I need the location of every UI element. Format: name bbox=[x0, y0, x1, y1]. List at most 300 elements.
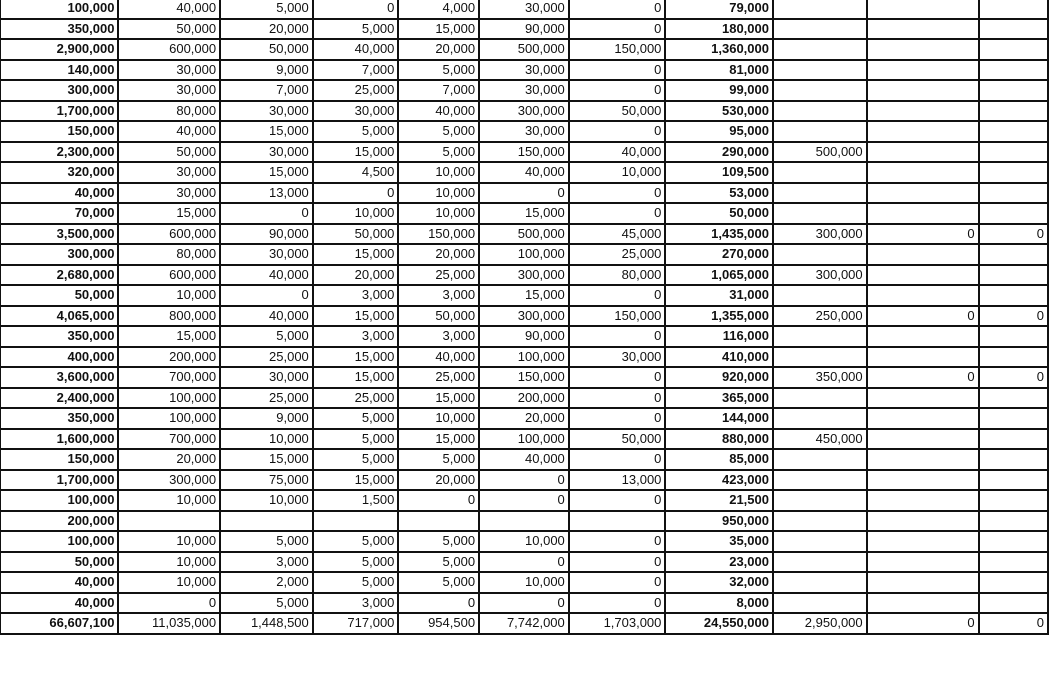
cell-r30-c7[interactable]: 0 bbox=[569, 593, 666, 614]
cell-r2-c3[interactable]: 20,000 bbox=[220, 19, 313, 40]
cell-r15-c2[interactable]: 10,000 bbox=[118, 285, 220, 306]
cell-r8-c11[interactable] bbox=[979, 142, 1048, 163]
cell-r20-c7[interactable]: 0 bbox=[569, 388, 666, 409]
cell-r26-c3[interactable] bbox=[220, 511, 313, 532]
cell-r26-c7[interactable] bbox=[569, 511, 666, 532]
cell-r15-c1[interactable]: 50,000 bbox=[0, 285, 118, 306]
cell-r29-c4[interactable]: 5,000 bbox=[313, 572, 399, 593]
cell-r15-c5[interactable]: 3,000 bbox=[398, 285, 479, 306]
cell-r21-c7[interactable]: 0 bbox=[569, 408, 666, 429]
cell-r28-c2[interactable]: 10,000 bbox=[118, 552, 220, 573]
cell-r15-c6[interactable]: 15,000 bbox=[479, 285, 569, 306]
cell-r16-c5[interactable]: 50,000 bbox=[398, 306, 479, 327]
cell-r14-c6[interactable]: 300,000 bbox=[479, 265, 569, 286]
cell-r16-c10[interactable]: 0 bbox=[867, 306, 979, 327]
cell-r12-c4[interactable]: 50,000 bbox=[313, 224, 399, 245]
cell-r15-c10[interactable] bbox=[867, 285, 979, 306]
cell-r5-c3[interactable]: 7,000 bbox=[220, 80, 313, 101]
cell-r3-c3[interactable]: 50,000 bbox=[220, 39, 313, 60]
cell-r3-c4[interactable]: 40,000 bbox=[313, 39, 399, 60]
cell-r28-c3[interactable]: 3,000 bbox=[220, 552, 313, 573]
cell-r20-c11[interactable] bbox=[979, 388, 1048, 409]
cell-r24-c11[interactable] bbox=[979, 470, 1048, 491]
cell-r24-c6[interactable]: 0 bbox=[479, 470, 569, 491]
cell-r21-c4[interactable]: 5,000 bbox=[313, 408, 399, 429]
cell-r3-c2[interactable]: 600,000 bbox=[118, 39, 220, 60]
cell-r13-c1[interactable]: 300,000 bbox=[0, 244, 118, 265]
cell-r24-c4[interactable]: 15,000 bbox=[313, 470, 399, 491]
cell-r22-c2[interactable]: 700,000 bbox=[118, 429, 220, 450]
cell-r13-c8[interactable]: 270,000 bbox=[665, 244, 773, 265]
cell-r2-c11[interactable] bbox=[979, 19, 1048, 40]
cell-r26-c8[interactable]: 950,000 bbox=[665, 511, 773, 532]
cell-r11-c10[interactable] bbox=[867, 203, 979, 224]
cell-r11-c5[interactable]: 10,000 bbox=[398, 203, 479, 224]
cell-r31-c5[interactable]: 954,500 bbox=[398, 613, 479, 634]
cell-r20-c1[interactable]: 2,400,000 bbox=[0, 388, 118, 409]
cell-r2-c10[interactable] bbox=[867, 19, 979, 40]
cell-r19-c4[interactable]: 15,000 bbox=[313, 367, 399, 388]
cell-r29-c9[interactable] bbox=[773, 572, 867, 593]
cell-r23-c2[interactable]: 20,000 bbox=[118, 449, 220, 470]
cell-r10-c10[interactable] bbox=[867, 183, 979, 204]
cell-r17-c5[interactable]: 3,000 bbox=[398, 326, 479, 347]
cell-r27-c10[interactable] bbox=[867, 531, 979, 552]
cell-r24-c5[interactable]: 20,000 bbox=[398, 470, 479, 491]
cell-r28-c4[interactable]: 5,000 bbox=[313, 552, 399, 573]
cell-r4-c5[interactable]: 5,000 bbox=[398, 60, 479, 81]
cell-r18-c9[interactable] bbox=[773, 347, 867, 368]
cell-r13-c7[interactable]: 25,000 bbox=[569, 244, 666, 265]
cell-r10-c4[interactable]: 0 bbox=[313, 183, 399, 204]
cell-r14-c5[interactable]: 25,000 bbox=[398, 265, 479, 286]
cell-r1-c11[interactable] bbox=[979, 0, 1048, 19]
cell-r6-c2[interactable]: 80,000 bbox=[118, 101, 220, 122]
cell-r18-c6[interactable]: 100,000 bbox=[479, 347, 569, 368]
cell-r25-c8[interactable]: 21,500 bbox=[665, 490, 773, 511]
cell-r11-c1[interactable]: 70,000 bbox=[0, 203, 118, 224]
cell-r12-c1[interactable]: 3,500,000 bbox=[0, 224, 118, 245]
cell-r30-c3[interactable]: 5,000 bbox=[220, 593, 313, 614]
cell-r21-c10[interactable] bbox=[867, 408, 979, 429]
cell-r28-c1[interactable]: 50,000 bbox=[0, 552, 118, 573]
cell-r17-c6[interactable]: 90,000 bbox=[479, 326, 569, 347]
cell-r8-c4[interactable]: 15,000 bbox=[313, 142, 399, 163]
cell-r22-c10[interactable] bbox=[867, 429, 979, 450]
cell-r26-c4[interactable] bbox=[313, 511, 399, 532]
cell-r1-c6[interactable]: 30,000 bbox=[479, 0, 569, 19]
cell-r22-c6[interactable]: 100,000 bbox=[479, 429, 569, 450]
cell-r20-c9[interactable] bbox=[773, 388, 867, 409]
cell-r23-c11[interactable] bbox=[979, 449, 1048, 470]
cell-r5-c5[interactable]: 7,000 bbox=[398, 80, 479, 101]
cell-r21-c6[interactable]: 20,000 bbox=[479, 408, 569, 429]
cell-r17-c9[interactable] bbox=[773, 326, 867, 347]
cell-r22-c11[interactable] bbox=[979, 429, 1048, 450]
cell-r9-c1[interactable]: 320,000 bbox=[0, 162, 118, 183]
cell-r19-c10[interactable]: 0 bbox=[867, 367, 979, 388]
cell-r2-c5[interactable]: 15,000 bbox=[398, 19, 479, 40]
cell-r17-c2[interactable]: 15,000 bbox=[118, 326, 220, 347]
cell-r12-c3[interactable]: 90,000 bbox=[220, 224, 313, 245]
cell-r28-c8[interactable]: 23,000 bbox=[665, 552, 773, 573]
cell-r24-c8[interactable]: 423,000 bbox=[665, 470, 773, 491]
cell-r31-c11[interactable]: 0 bbox=[979, 613, 1048, 634]
cell-r18-c8[interactable]: 410,000 bbox=[665, 347, 773, 368]
cell-r31-c1[interactable]: 66,607,100 bbox=[0, 613, 118, 634]
cell-r1-c2[interactable]: 40,000 bbox=[118, 0, 220, 19]
cell-r8-c7[interactable]: 40,000 bbox=[569, 142, 666, 163]
cell-r10-c6[interactable]: 0 bbox=[479, 183, 569, 204]
cell-r9-c9[interactable] bbox=[773, 162, 867, 183]
cell-r20-c6[interactable]: 200,000 bbox=[479, 388, 569, 409]
cell-r22-c1[interactable]: 1,600,000 bbox=[0, 429, 118, 450]
cell-r7-c5[interactable]: 5,000 bbox=[398, 121, 479, 142]
cell-r29-c8[interactable]: 32,000 bbox=[665, 572, 773, 593]
cell-r23-c4[interactable]: 5,000 bbox=[313, 449, 399, 470]
cell-r16-c4[interactable]: 15,000 bbox=[313, 306, 399, 327]
cell-r10-c2[interactable]: 30,000 bbox=[118, 183, 220, 204]
cell-r6-c11[interactable] bbox=[979, 101, 1048, 122]
cell-r2-c8[interactable]: 180,000 bbox=[665, 19, 773, 40]
cell-r14-c4[interactable]: 20,000 bbox=[313, 265, 399, 286]
cell-r11-c6[interactable]: 15,000 bbox=[479, 203, 569, 224]
cell-r8-c6[interactable]: 150,000 bbox=[479, 142, 569, 163]
cell-r14-c1[interactable]: 2,680,000 bbox=[0, 265, 118, 286]
cell-r28-c10[interactable] bbox=[867, 552, 979, 573]
cell-r4-c6[interactable]: 30,000 bbox=[479, 60, 569, 81]
cell-r23-c3[interactable]: 15,000 bbox=[220, 449, 313, 470]
cell-r3-c8[interactable]: 1,360,000 bbox=[665, 39, 773, 60]
cell-r19-c8[interactable]: 920,000 bbox=[665, 367, 773, 388]
cell-r5-c8[interactable]: 99,000 bbox=[665, 80, 773, 101]
cell-r13-c5[interactable]: 20,000 bbox=[398, 244, 479, 265]
cell-r28-c5[interactable]: 5,000 bbox=[398, 552, 479, 573]
cell-r31-c6[interactable]: 7,742,000 bbox=[479, 613, 569, 634]
cell-r10-c5[interactable]: 10,000 bbox=[398, 183, 479, 204]
cell-r19-c9[interactable]: 350,000 bbox=[773, 367, 867, 388]
cell-r27-c3[interactable]: 5,000 bbox=[220, 531, 313, 552]
cell-r29-c11[interactable] bbox=[979, 572, 1048, 593]
cell-r16-c3[interactable]: 40,000 bbox=[220, 306, 313, 327]
cell-r8-c1[interactable]: 2,300,000 bbox=[0, 142, 118, 163]
cell-r5-c4[interactable]: 25,000 bbox=[313, 80, 399, 101]
cell-r21-c11[interactable] bbox=[979, 408, 1048, 429]
cell-r10-c1[interactable]: 40,000 bbox=[0, 183, 118, 204]
cell-r16-c9[interactable]: 250,000 bbox=[773, 306, 867, 327]
cell-r15-c8[interactable]: 31,000 bbox=[665, 285, 773, 306]
cell-r12-c7[interactable]: 45,000 bbox=[569, 224, 666, 245]
cell-r26-c1[interactable]: 200,000 bbox=[0, 511, 118, 532]
cell-r16-c2[interactable]: 800,000 bbox=[118, 306, 220, 327]
cell-r25-c11[interactable] bbox=[979, 490, 1048, 511]
cell-r7-c7[interactable]: 0 bbox=[569, 121, 666, 142]
cell-r30-c10[interactable] bbox=[867, 593, 979, 614]
cell-r2-c9[interactable] bbox=[773, 19, 867, 40]
cell-r20-c5[interactable]: 15,000 bbox=[398, 388, 479, 409]
cell-r5-c1[interactable]: 300,000 bbox=[0, 80, 118, 101]
cell-r3-c7[interactable]: 150,000 bbox=[569, 39, 666, 60]
cell-r31-c10[interactable]: 0 bbox=[867, 613, 979, 634]
cell-r13-c9[interactable] bbox=[773, 244, 867, 265]
cell-r18-c10[interactable] bbox=[867, 347, 979, 368]
cell-r29-c1[interactable]: 40,000 bbox=[0, 572, 118, 593]
cell-r6-c6[interactable]: 300,000 bbox=[479, 101, 569, 122]
cell-r30-c5[interactable]: 0 bbox=[398, 593, 479, 614]
cell-r27-c8[interactable]: 35,000 bbox=[665, 531, 773, 552]
cell-r10-c11[interactable] bbox=[979, 183, 1048, 204]
cell-r3-c11[interactable] bbox=[979, 39, 1048, 60]
cell-r20-c4[interactable]: 25,000 bbox=[313, 388, 399, 409]
cell-r13-c3[interactable]: 30,000 bbox=[220, 244, 313, 265]
cell-r11-c4[interactable]: 10,000 bbox=[313, 203, 399, 224]
cell-r25-c10[interactable] bbox=[867, 490, 979, 511]
cell-r25-c7[interactable]: 0 bbox=[569, 490, 666, 511]
cell-r6-c8[interactable]: 530,000 bbox=[665, 101, 773, 122]
cell-r1-c7[interactable]: 0 bbox=[569, 0, 666, 19]
cell-r28-c11[interactable] bbox=[979, 552, 1048, 573]
cell-r31-c2[interactable]: 11,035,000 bbox=[118, 613, 220, 634]
cell-r10-c9[interactable] bbox=[773, 183, 867, 204]
cell-r1-c3[interactable]: 5,000 bbox=[220, 0, 313, 19]
cell-r19-c5[interactable]: 25,000 bbox=[398, 367, 479, 388]
cell-r16-c11[interactable]: 0 bbox=[979, 306, 1048, 327]
cell-r12-c5[interactable]: 150,000 bbox=[398, 224, 479, 245]
cell-r18-c1[interactable]: 400,000 bbox=[0, 347, 118, 368]
cell-r14-c10[interactable] bbox=[867, 265, 979, 286]
cell-r30-c2[interactable]: 0 bbox=[118, 593, 220, 614]
cell-r26-c9[interactable] bbox=[773, 511, 867, 532]
cell-r25-c9[interactable] bbox=[773, 490, 867, 511]
cell-r21-c2[interactable]: 100,000 bbox=[118, 408, 220, 429]
cell-r18-c11[interactable] bbox=[979, 347, 1048, 368]
cell-r29-c10[interactable] bbox=[867, 572, 979, 593]
cell-r30-c4[interactable]: 3,000 bbox=[313, 593, 399, 614]
cell-r30-c1[interactable]: 40,000 bbox=[0, 593, 118, 614]
cell-r24-c7[interactable]: 13,000 bbox=[569, 470, 666, 491]
cell-r3-c6[interactable]: 500,000 bbox=[479, 39, 569, 60]
cell-r12-c10[interactable]: 0 bbox=[867, 224, 979, 245]
cell-r27-c6[interactable]: 10,000 bbox=[479, 531, 569, 552]
cell-r5-c7[interactable]: 0 bbox=[569, 80, 666, 101]
cell-r8-c3[interactable]: 30,000 bbox=[220, 142, 313, 163]
cell-r9-c5[interactable]: 10,000 bbox=[398, 162, 479, 183]
cell-r17-c7[interactable]: 0 bbox=[569, 326, 666, 347]
cell-r28-c7[interactable]: 0 bbox=[569, 552, 666, 573]
cell-r30-c9[interactable] bbox=[773, 593, 867, 614]
cell-r5-c9[interactable] bbox=[773, 80, 867, 101]
cell-r22-c4[interactable]: 5,000 bbox=[313, 429, 399, 450]
cell-r23-c9[interactable] bbox=[773, 449, 867, 470]
cell-r31-c3[interactable]: 1,448,500 bbox=[220, 613, 313, 634]
cell-r20-c8[interactable]: 365,000 bbox=[665, 388, 773, 409]
cell-r11-c7[interactable]: 0 bbox=[569, 203, 666, 224]
cell-r2-c7[interactable]: 0 bbox=[569, 19, 666, 40]
cell-r18-c7[interactable]: 30,000 bbox=[569, 347, 666, 368]
cell-r10-c8[interactable]: 53,000 bbox=[665, 183, 773, 204]
cell-r22-c3[interactable]: 10,000 bbox=[220, 429, 313, 450]
cell-r29-c6[interactable]: 10,000 bbox=[479, 572, 569, 593]
cell-r2-c2[interactable]: 50,000 bbox=[118, 19, 220, 40]
cell-r29-c3[interactable]: 2,000 bbox=[220, 572, 313, 593]
cell-r19-c2[interactable]: 700,000 bbox=[118, 367, 220, 388]
cell-r17-c3[interactable]: 5,000 bbox=[220, 326, 313, 347]
cell-r25-c3[interactable]: 10,000 bbox=[220, 490, 313, 511]
cell-r11-c8[interactable]: 50,000 bbox=[665, 203, 773, 224]
cell-r7-c10[interactable] bbox=[867, 121, 979, 142]
cell-r13-c2[interactable]: 80,000 bbox=[118, 244, 220, 265]
cell-r27-c11[interactable] bbox=[979, 531, 1048, 552]
cell-r14-c3[interactable]: 40,000 bbox=[220, 265, 313, 286]
cell-r5-c6[interactable]: 30,000 bbox=[479, 80, 569, 101]
cell-r1-c9[interactable] bbox=[773, 0, 867, 19]
cell-r4-c9[interactable] bbox=[773, 60, 867, 81]
cell-r27-c7[interactable]: 0 bbox=[569, 531, 666, 552]
cell-r23-c7[interactable]: 0 bbox=[569, 449, 666, 470]
cell-r25-c2[interactable]: 10,000 bbox=[118, 490, 220, 511]
cell-r8-c2[interactable]: 50,000 bbox=[118, 142, 220, 163]
cell-r9-c10[interactable] bbox=[867, 162, 979, 183]
cell-r22-c9[interactable]: 450,000 bbox=[773, 429, 867, 450]
cell-r16-c7[interactable]: 150,000 bbox=[569, 306, 666, 327]
cell-r15-c7[interactable]: 0 bbox=[569, 285, 666, 306]
cell-r19-c11[interactable]: 0 bbox=[979, 367, 1048, 388]
cell-r16-c1[interactable]: 4,065,000 bbox=[0, 306, 118, 327]
cell-r25-c5[interactable]: 0 bbox=[398, 490, 479, 511]
cell-r6-c10[interactable] bbox=[867, 101, 979, 122]
cell-r16-c6[interactable]: 300,000 bbox=[479, 306, 569, 327]
cell-r9-c3[interactable]: 15,000 bbox=[220, 162, 313, 183]
cell-r11-c9[interactable] bbox=[773, 203, 867, 224]
cell-r9-c6[interactable]: 40,000 bbox=[479, 162, 569, 183]
cell-r8-c8[interactable]: 290,000 bbox=[665, 142, 773, 163]
cell-r22-c7[interactable]: 50,000 bbox=[569, 429, 666, 450]
cell-r1-c10[interactable] bbox=[867, 0, 979, 19]
cell-r14-c2[interactable]: 600,000 bbox=[118, 265, 220, 286]
cell-r21-c1[interactable]: 350,000 bbox=[0, 408, 118, 429]
cell-r14-c7[interactable]: 80,000 bbox=[569, 265, 666, 286]
cell-r25-c6[interactable]: 0 bbox=[479, 490, 569, 511]
cell-r29-c7[interactable]: 0 bbox=[569, 572, 666, 593]
cell-r28-c6[interactable]: 0 bbox=[479, 552, 569, 573]
cell-r11-c3[interactable]: 0 bbox=[220, 203, 313, 224]
cell-r23-c8[interactable]: 85,000 bbox=[665, 449, 773, 470]
cell-r4-c8[interactable]: 81,000 bbox=[665, 60, 773, 81]
cell-r10-c7[interactable]: 0 bbox=[569, 183, 666, 204]
cell-r27-c9[interactable] bbox=[773, 531, 867, 552]
cell-r6-c5[interactable]: 40,000 bbox=[398, 101, 479, 122]
cell-r4-c11[interactable] bbox=[979, 60, 1048, 81]
cell-r27-c5[interactable]: 5,000 bbox=[398, 531, 479, 552]
cell-r9-c8[interactable]: 109,500 bbox=[665, 162, 773, 183]
cell-r19-c6[interactable]: 150,000 bbox=[479, 367, 569, 388]
cell-r4-c4[interactable]: 7,000 bbox=[313, 60, 399, 81]
cell-r25-c4[interactable]: 1,500 bbox=[313, 490, 399, 511]
cell-r28-c9[interactable] bbox=[773, 552, 867, 573]
cell-r3-c1[interactable]: 2,900,000 bbox=[0, 39, 118, 60]
cell-r6-c9[interactable] bbox=[773, 101, 867, 122]
cell-r7-c3[interactable]: 15,000 bbox=[220, 121, 313, 142]
cell-r15-c3[interactable]: 0 bbox=[220, 285, 313, 306]
cell-r15-c4[interactable]: 3,000 bbox=[313, 285, 399, 306]
cell-r19-c7[interactable]: 0 bbox=[569, 367, 666, 388]
cell-r9-c7[interactable]: 10,000 bbox=[569, 162, 666, 183]
cell-r20-c2[interactable]: 100,000 bbox=[118, 388, 220, 409]
cell-r26-c5[interactable] bbox=[398, 511, 479, 532]
cell-r15-c11[interactable] bbox=[979, 285, 1048, 306]
cell-r4-c2[interactable]: 30,000 bbox=[118, 60, 220, 81]
cell-r4-c10[interactable] bbox=[867, 60, 979, 81]
cell-r21-c8[interactable]: 144,000 bbox=[665, 408, 773, 429]
cell-r7-c4[interactable]: 5,000 bbox=[313, 121, 399, 142]
cell-r8-c10[interactable] bbox=[867, 142, 979, 163]
cell-r17-c11[interactable] bbox=[979, 326, 1048, 347]
cell-r26-c2[interactable] bbox=[118, 511, 220, 532]
cell-r14-c11[interactable] bbox=[979, 265, 1048, 286]
cell-r22-c5[interactable]: 15,000 bbox=[398, 429, 479, 450]
cell-r17-c8[interactable]: 116,000 bbox=[665, 326, 773, 347]
cell-r1-c8[interactable]: 79,000 bbox=[665, 0, 773, 19]
cell-r5-c10[interactable] bbox=[867, 80, 979, 101]
cell-r17-c10[interactable] bbox=[867, 326, 979, 347]
cell-r2-c1[interactable]: 350,000 bbox=[0, 19, 118, 40]
cell-r19-c3[interactable]: 30,000 bbox=[220, 367, 313, 388]
cell-r24-c3[interactable]: 75,000 bbox=[220, 470, 313, 491]
cell-r19-c1[interactable]: 3,600,000 bbox=[0, 367, 118, 388]
cell-r16-c8[interactable]: 1,355,000 bbox=[665, 306, 773, 327]
cell-r21-c3[interactable]: 9,000 bbox=[220, 408, 313, 429]
cell-r3-c9[interactable] bbox=[773, 39, 867, 60]
cell-r3-c5[interactable]: 20,000 bbox=[398, 39, 479, 60]
cell-r18-c5[interactable]: 40,000 bbox=[398, 347, 479, 368]
cell-r31-c7[interactable]: 1,703,000 bbox=[569, 613, 666, 634]
cell-r26-c6[interactable] bbox=[479, 511, 569, 532]
cell-r4-c7[interactable]: 0 bbox=[569, 60, 666, 81]
cell-r4-c1[interactable]: 140,000 bbox=[0, 60, 118, 81]
cell-r7-c8[interactable]: 95,000 bbox=[665, 121, 773, 142]
cell-r9-c4[interactable]: 4,500 bbox=[313, 162, 399, 183]
cell-r31-c8[interactable]: 24,550,000 bbox=[665, 613, 773, 634]
cell-r8-c5[interactable]: 5,000 bbox=[398, 142, 479, 163]
cell-r30-c6[interactable]: 0 bbox=[479, 593, 569, 614]
cell-r21-c9[interactable] bbox=[773, 408, 867, 429]
cell-r17-c4[interactable]: 3,000 bbox=[313, 326, 399, 347]
cell-r1-c5[interactable]: 4,000 bbox=[398, 0, 479, 19]
cell-r23-c5[interactable]: 5,000 bbox=[398, 449, 479, 470]
cell-r20-c3[interactable]: 25,000 bbox=[220, 388, 313, 409]
cell-r12-c8[interactable]: 1,435,000 bbox=[665, 224, 773, 245]
cell-r12-c2[interactable]: 600,000 bbox=[118, 224, 220, 245]
cell-r2-c6[interactable]: 90,000 bbox=[479, 19, 569, 40]
cell-r27-c2[interactable]: 10,000 bbox=[118, 531, 220, 552]
cell-r17-c1[interactable]: 350,000 bbox=[0, 326, 118, 347]
cell-r8-c9[interactable]: 500,000 bbox=[773, 142, 867, 163]
cell-r25-c1[interactable]: 100,000 bbox=[0, 490, 118, 511]
cell-r20-c10[interactable] bbox=[867, 388, 979, 409]
cell-r7-c6[interactable]: 30,000 bbox=[479, 121, 569, 142]
cell-r26-c11[interactable] bbox=[979, 511, 1048, 532]
cell-r6-c1[interactable]: 1,700,000 bbox=[0, 101, 118, 122]
cell-r9-c2[interactable]: 30,000 bbox=[118, 162, 220, 183]
cell-r1-c4[interactable]: 0 bbox=[313, 0, 399, 19]
cell-r31-c9[interactable]: 2,950,000 bbox=[773, 613, 867, 634]
cell-r6-c7[interactable]: 50,000 bbox=[569, 101, 666, 122]
cell-r5-c2[interactable]: 30,000 bbox=[118, 80, 220, 101]
cell-r11-c2[interactable]: 15,000 bbox=[118, 203, 220, 224]
cell-r26-c10[interactable] bbox=[867, 511, 979, 532]
cell-r13-c11[interactable] bbox=[979, 244, 1048, 265]
cell-r13-c10[interactable] bbox=[867, 244, 979, 265]
